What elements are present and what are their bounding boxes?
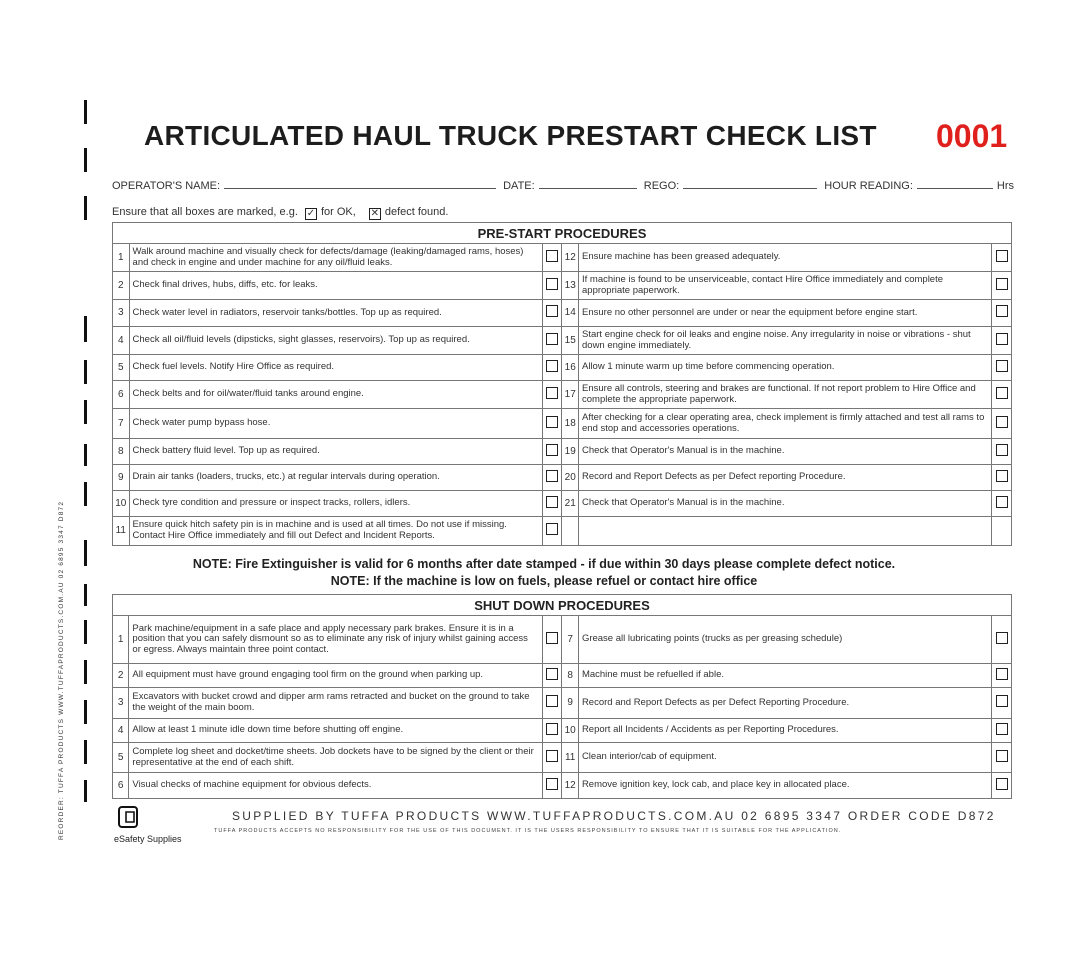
prestart-right-checkbox[interactable]: [992, 517, 1012, 546]
prestart-left-number: 5: [113, 355, 130, 381]
shutdown-left-checkbox[interactable]: [542, 616, 561, 664]
serial-number: 0001: [936, 118, 1008, 154]
checkbox[interactable]: [546, 250, 558, 262]
checkbox[interactable]: [546, 632, 558, 644]
checkbox[interactable]: [996, 695, 1008, 707]
prestart-left-number: 3: [113, 300, 130, 327]
checkbox[interactable]: [546, 305, 558, 317]
checkbox[interactable]: [546, 387, 558, 399]
prestart-right-number: 15: [562, 327, 579, 355]
prestart-right-item: Ensure machine has been greased adequately.: [579, 244, 992, 272]
rego-label: REGO:: [643, 180, 680, 192]
shutdown-right-item: Record and Report Defects as per Defect Reporting Procedure.: [578, 688, 992, 719]
shutdown-left-checkbox[interactable]: [542, 773, 561, 799]
checkbox[interactable]: [546, 723, 558, 735]
prestart-row: [113, 491, 1012, 517]
prestart-right-item: Start engine check for oil leaks and engine noise. Any irregularity in noise or vibrations - shut down engine immediately.: [579, 327, 992, 355]
prestart-left-item: Check water level in radiators, reservoir tanks/bottles. Top up as required.: [129, 300, 542, 327]
prestart-right-item: After checking for a clear operating area, check implement is firmly attached and test all rams to end stop and accessories operations.: [579, 409, 992, 439]
shutdown-row: [113, 616, 1012, 664]
checkbox[interactable]: [546, 444, 558, 456]
shutdown-table: [112, 594, 1012, 799]
registration-marks: [84, 100, 88, 820]
prestart-left-number: 10: [113, 491, 130, 517]
prestart-left-checkbox[interactable]: [542, 244, 561, 272]
prestart-right-number: 17: [562, 381, 579, 409]
shutdown-left-item: All equipment must have ground engaging tool firm on the ground when parking up.: [129, 664, 543, 688]
prestart-left-checkbox[interactable]: [542, 327, 561, 355]
prestart-row: [113, 355, 1012, 381]
shutdown-left-number: 6: [113, 773, 129, 799]
shutdown-left-number: 5: [113, 743, 129, 773]
prestart-right-checkbox[interactable]: [992, 300, 1012, 327]
shutdown-row: [113, 719, 1012, 743]
prestart-right-number: 12: [562, 244, 579, 272]
prestart-left-item: Check belts and for oil/water/fluid tanks around engine.: [129, 381, 542, 409]
shutdown-left-number: 2: [113, 664, 129, 688]
prestart-row: [113, 381, 1012, 409]
prestart-right-checkbox[interactable]: [992, 327, 1012, 355]
hour-reading-label: HOUR READING:: [824, 180, 913, 192]
prestart-row: [113, 244, 1012, 272]
prestart-right-item: Record and Report Defects as per Defect reporting Procedure.: [579, 465, 992, 491]
shutdown-left-checkbox[interactable]: [542, 719, 561, 743]
date-label: DATE:: [503, 180, 535, 192]
checkbox[interactable]: [546, 750, 558, 762]
shutdown-right-checkbox[interactable]: [992, 616, 1012, 664]
prestart-right-checkbox[interactable]: [992, 409, 1012, 439]
shutdown-left-number: 3: [113, 688, 129, 719]
shutdown-row: [113, 773, 1012, 799]
shutdown-left-item: Complete log sheet and docket/time sheets. Job dockets have to be signed by the client or their representative at the end of each shift.: [129, 743, 543, 773]
prestart-right-checkbox[interactable]: [992, 465, 1012, 491]
prestart-left-number: 11: [113, 517, 130, 546]
checkbox[interactable]: [546, 333, 558, 345]
checkbox[interactable]: [996, 416, 1008, 428]
marking-instruction: Ensure that all boxes are marked, e.g. ✓ for OK, ✕ defect found.: [112, 206, 449, 219]
prestart-row: [113, 439, 1012, 465]
prestart-left-item: Check water pump bypass hose.: [129, 409, 542, 439]
checkbox[interactable]: [996, 470, 1008, 482]
checkbox[interactable]: [996, 496, 1008, 508]
prestart-right-item: Ensure no other personnel are under or near the equipment before engine start.: [579, 300, 992, 327]
shutdown-right-number: 7: [562, 616, 579, 664]
prestart-left-number: 8: [113, 439, 130, 465]
shutdown-right-item: Machine must be refuelled if able.: [578, 664, 992, 688]
checkbox[interactable]: [546, 278, 558, 290]
shutdown-row: [113, 664, 1012, 688]
prestart-left-item: Check final drives, hubs, diffs, etc. for leaks.: [129, 272, 542, 300]
prestart-left-number: 1: [113, 244, 130, 272]
prestart-left-number: 4: [113, 327, 130, 355]
shutdown-left-item: Visual checks of machine equipment for obvious defects.: [129, 773, 543, 799]
hour-reading-field[interactable]: [917, 178, 993, 189]
checkbox[interactable]: [996, 750, 1008, 762]
prestart-right-checkbox[interactable]: [992, 272, 1012, 300]
shutdown-right-checkbox[interactable]: [992, 743, 1012, 773]
shutdown-right-number: 11: [562, 743, 579, 773]
prestart-left-checkbox[interactable]: [542, 300, 561, 327]
prestart-left-checkbox[interactable]: [542, 439, 561, 465]
checkbox[interactable]: [996, 360, 1008, 372]
prestart-table: [112, 222, 1012, 546]
tick-example-icon: ✓: [306, 208, 316, 219]
shutdown-right-checkbox[interactable]: [992, 664, 1012, 688]
shutdown-row: [113, 688, 1012, 719]
prestart-left-checkbox[interactable]: [542, 491, 561, 517]
prestart-left-checkbox[interactable]: [542, 409, 561, 439]
rego-field[interactable]: [683, 178, 817, 189]
prestart-right-number: 20: [562, 465, 579, 491]
prestart-left-number: 6: [113, 381, 130, 409]
prestart-right-item: Ensure all controls, steering and brakes are functional. If not report problem to Hire Office and complete the appropriate paperwork.: [579, 381, 992, 409]
prestart-right-number: 14: [562, 300, 579, 327]
logo-text: eSafety Supplies: [114, 834, 182, 844]
shutdown-left-checkbox[interactable]: [542, 688, 561, 719]
prestart-left-checkbox[interactable]: [542, 465, 561, 491]
shutdown-left-checkbox[interactable]: [542, 743, 561, 773]
prestart-left-item: Check battery fluid level. Top up as required.: [129, 439, 542, 465]
prestart-right-number: 21: [562, 491, 579, 517]
checkbox[interactable]: [546, 360, 558, 372]
operator-name-field[interactable]: [224, 178, 496, 189]
checkbox[interactable]: [996, 278, 1008, 290]
prestart-left-number: 9: [113, 465, 130, 491]
checkbox[interactable]: [996, 250, 1008, 262]
checkbox[interactable]: [996, 333, 1008, 345]
prestart-right-checkbox[interactable]: [992, 244, 1012, 272]
shutdown-left-number: 4: [113, 719, 129, 743]
prestart-left-checkbox[interactable]: [542, 381, 561, 409]
prestart-right-number: 18: [562, 409, 579, 439]
shutdown-right-item: Report all Incidents / Accidents as per Reporting Procedures.: [578, 719, 992, 743]
shutdown-right-item: Clean interior/cab of equipment.: [578, 743, 992, 773]
page-title: ARTICULATED HAUL TRUCK PRESTART CHECK LIST: [144, 120, 877, 151]
prestart-row: [113, 517, 1012, 546]
prestart-left-checkbox[interactable]: [542, 355, 561, 381]
prestart-row: [113, 300, 1012, 327]
checkbox[interactable]: [996, 444, 1008, 456]
checkbox[interactable]: [996, 632, 1008, 644]
prestart-left-item: Walk around machine and visually check for defects/damage (leaking/damaged rams, hoses) and check in engine and under machine for any oil/fluid leaks.: [129, 244, 542, 272]
disclaimer-line: TUFFA PRODUCTS ACCEPTS NO RESPONSIBILITY FOR THE USE OF THIS DOCUMENT. IT IS THE USERS RESPONSIBILITY TO ENSURE THAT IT IS SUITABLE FOR THE APPLICATION.: [214, 828, 842, 834]
note-fire-extinguisher: NOTE: Fire Extinguisher is valid for 6 months after date stamped - if due within 30 days please complete defect notice.: [192, 557, 896, 571]
operator-info-row: [112, 178, 1012, 192]
shutdown-right-checkbox[interactable]: [992, 688, 1012, 719]
reorder-side-text: REORDER: TUFFA PRODUCTS WWW.TUFFAPRODUCTS.COM.AU 02 6895 3347 D872: [58, 500, 65, 840]
prestart-left-item: Ensure quick hitch safety pin is in machine and is used at all times. Do not use if missing. Contact Hire Office immediately and fill out Defect and Incident Reports.: [129, 517, 542, 546]
prestart-left-checkbox[interactable]: [542, 272, 561, 300]
checkbox[interactable]: [546, 470, 558, 482]
shutdown-right-number: 12: [562, 773, 579, 799]
prestart-right-number: 16: [562, 355, 579, 381]
checkbox[interactable]: [546, 778, 558, 790]
prestart-left-number: 7: [113, 409, 130, 439]
checkbox[interactable]: [996, 778, 1008, 790]
prestart-row: [113, 409, 1012, 439]
checkbox[interactable]: [996, 668, 1008, 680]
prestart-right-item: Check that Operator's Manual is in the machine.: [579, 439, 992, 465]
prestart-right-item: Allow 1 minute warm up time before commencing operation.: [579, 355, 992, 381]
prestart-title: PRE-START PROCEDURES: [113, 223, 1012, 244]
cross-example-icon: ✕: [370, 208, 380, 219]
shutdown-right-number: 9: [562, 688, 579, 719]
prestart-right-item: If machine is found to be unserviceable, contact Hire Office immediately and complete appropriate paperwork.: [579, 272, 992, 300]
checkbox[interactable]: [546, 496, 558, 508]
prestart-row: [113, 272, 1012, 300]
prestart-right-checkbox[interactable]: [992, 355, 1012, 381]
note-fuel: NOTE: If the machine is low on fuels, please refuel or contact hire office: [330, 574, 758, 588]
shutdown-left-number: 1: [113, 616, 129, 664]
prestart-left-item: Check fuel levels. Notify Hire Office as required.: [129, 355, 542, 381]
shutdown-right-number: 10: [562, 719, 579, 743]
checkbox[interactable]: [996, 387, 1008, 399]
shutdown-left-item: Park machine/equipment in a safe place and apply necessary park brakes. Ensure it is in a position that you can safely dismount so as to eliminate any risk of injury whilst gaining access or egress. Always maintain three point contact.: [129, 616, 543, 664]
shutdown-right-checkbox[interactable]: [992, 773, 1012, 799]
date-field[interactable]: [539, 178, 637, 189]
shutdown-right-checkbox[interactable]: [992, 719, 1012, 743]
prestart-right-checkbox[interactable]: [992, 439, 1012, 465]
shutdown-right-item: Remove ignition key, lock cab, and place key in allocated place.: [578, 773, 992, 799]
prestart-left-item: Drain air tanks (loaders, trucks, etc.) at regular intervals during operation.: [129, 465, 542, 491]
checkbox[interactable]: [996, 305, 1008, 317]
checkbox[interactable]: [546, 416, 558, 428]
checkbox[interactable]: [996, 723, 1008, 735]
shutdown-title: SHUT DOWN PROCEDURES: [113, 595, 1012, 616]
prestart-right-checkbox[interactable]: [992, 491, 1012, 517]
shutdown-row: [113, 743, 1012, 773]
shutdown-left-item: Excavators with bucket crowd and dipper arm rams retracted and bucket on the ground to take the weight of the main boom.: [129, 688, 543, 719]
shutdown-right-number: 8: [562, 664, 579, 688]
logo-icon: [114, 804, 144, 832]
prestart-left-item: Check all oil/fluid levels (dipsticks, sight glasses, reservoirs). Top up as required.: [129, 327, 542, 355]
hrs-label: Hrs: [996, 180, 1014, 192]
checkbox[interactable]: [546, 523, 558, 535]
prestart-right-number: 13: [562, 272, 579, 300]
prestart-left-item: Check tyre condition and pressure or inspect tracks, rollers, idlers.: [129, 491, 542, 517]
shutdown-left-checkbox[interactable]: [542, 664, 561, 688]
prestart-right-checkbox[interactable]: [992, 381, 1012, 409]
prestart-left-number: 2: [113, 272, 130, 300]
shutdown-left-item: Allow at least 1 minute idle down time before shutting off engine.: [129, 719, 543, 743]
prestart-row: [113, 465, 1012, 491]
esafety-logo: [114, 804, 204, 844]
operator-label: OPERATOR'S NAME:: [112, 180, 221, 192]
prestart-left-checkbox[interactable]: [542, 517, 561, 546]
supplied-by-line: SUPPLIED BY TUFFA PRODUCTS WWW.TUFFAPRODUCTS.COM.AU 02 6895 3347 ORDER CODE D872: [232, 809, 996, 823]
checkbox[interactable]: [546, 668, 558, 680]
prestart-row: [113, 327, 1012, 355]
prestart-right-number: 19: [562, 439, 579, 465]
prestart-right-number: [562, 517, 579, 546]
checkbox[interactable]: [546, 695, 558, 707]
shutdown-right-item: Grease all lubricating points (trucks as per greasing schedule): [578, 616, 992, 664]
prestart-right-item: [579, 517, 992, 546]
prestart-right-item: Check that Operator's Manual is in the machine.: [579, 491, 992, 517]
